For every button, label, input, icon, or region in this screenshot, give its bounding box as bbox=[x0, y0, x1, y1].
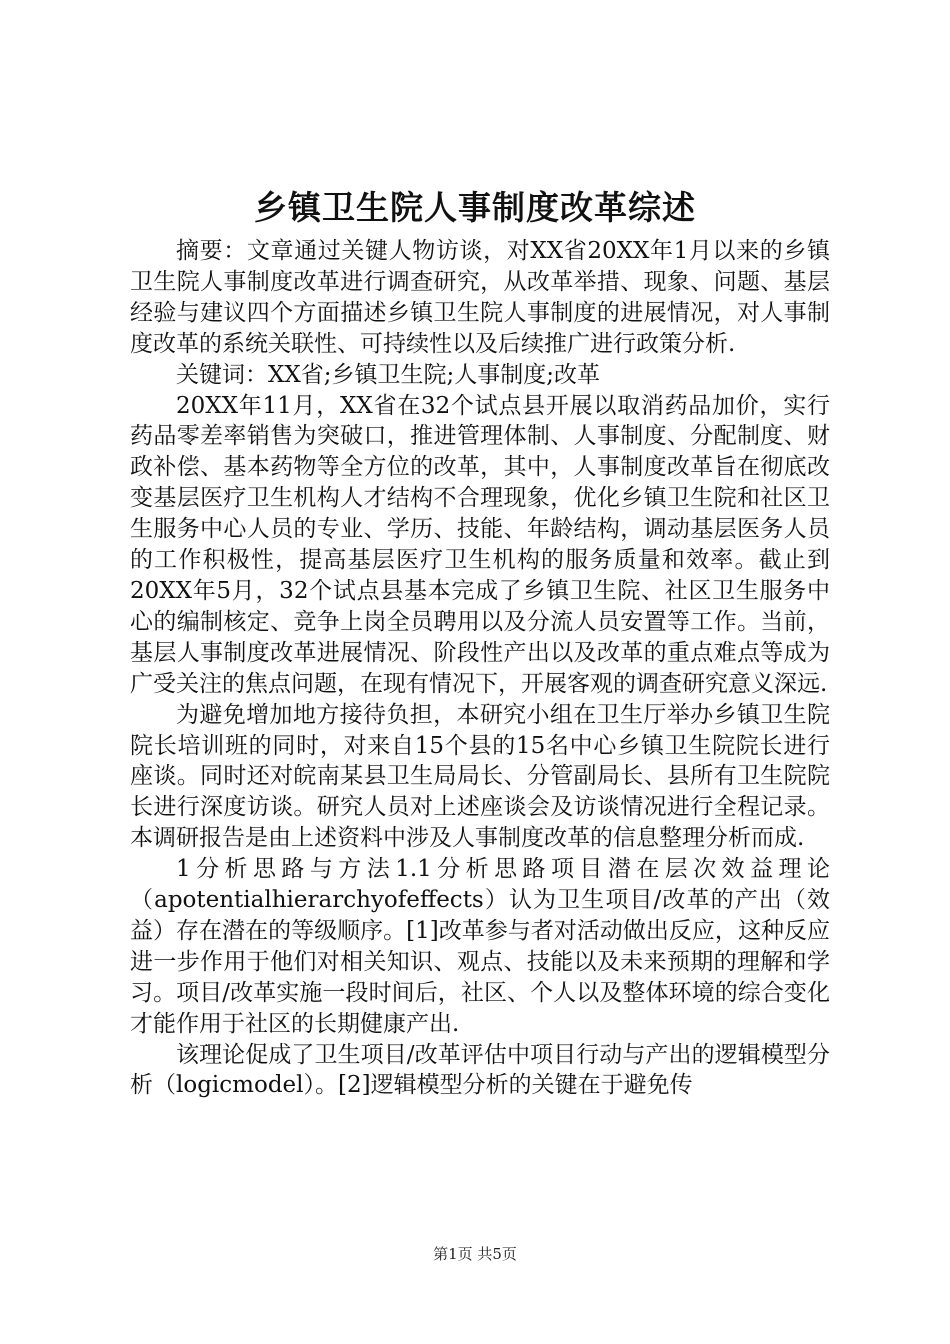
body-paragraph: 20XX年11月，XX省在32个试点县开展以取消药品加价，实行药品零差率销售为突破口，推进管理体制、人事制度、分配制度、财政补偿、基本药物等全方位的改革，其中，人事制度改革旨在彻底改变基层医疗卫生机构人才结构不合理现象，优化乡镇卫生院和社区卫生服务中心人员的专业、学历、技能、年龄结构，调动基层医务人员的工作积极性，提高基层医疗卫生机构的服务质量和效率。截止到20XX年5月，32个试点县基本完成了乡镇卫生院、社区卫生服务中心的编制核定、竞争上岗全员聘用以及分流人员安置等工作。当前，基层人事制度改革进展情况、阶段性产出以及改革的重点难点等成为广受关注的焦点问题，在现有情况下，开展客观的调查研究意义深远. bbox=[130, 392, 830, 697]
page-footer: 第1页 共5页 bbox=[433, 1245, 517, 1263]
document-body bbox=[130, 236, 830, 1101]
body-paragraph: 为避免增加地方接待负担，本研究小组在卫生厅举办乡镇卫生院院长培训班的同时，对来自15个县的15名中心乡镇卫生院院长进行座谈。同时还对皖南某县卫生局局长、分管副局长、县所有卫生院院长进行深度访谈。研究人员对上述座谈会及访谈情况进行全程记录。本调研报告是由上述资料中涉及人事制度改革的信息整理分析而成. bbox=[130, 701, 830, 852]
keywords-paragraph: 关键词：XX省;乡镇卫生院;人事制度;改革 bbox=[176, 361, 600, 388]
document-title: 乡镇卫生院人事制度改革综述 bbox=[254, 188, 696, 227]
abstract-paragraph: 摘要：文章通过关键人物访谈，对XX省20XX年1月以来的乡镇卫生院人事制度改革进行调查研究，从改革举措、现象、问题、基层经验与建议四个方面描述乡镇卫生院人事制度的进展情况，对人事制度改革的系统关联性、可持续性以及后续推广进行政策分析. bbox=[130, 238, 830, 357]
body-paragraph: 该理论促成了卫生项目/改革评估中项目行动与产出的逻辑模型分析（logicmodel）。[2]逻辑模型分析的关键在于避免传 bbox=[130, 1041, 830, 1099]
body-paragraph: 1分析思路与方法1.1分析思路项目潜在层次效益理论（apotentialhierarchyofeffects）认为卫生项目/改革的产出（效益）存在潜在的等级顺序。[1]改革参与者对活动做出反应，这种反应进一步作用于他们对相关知识、观点、技能以及未来预期的理解和学习。项目/改革实施一段时间后，社区、个人以及整体环境的综合变化才能作用于社区的长期健康产出. bbox=[130, 856, 830, 1037]
